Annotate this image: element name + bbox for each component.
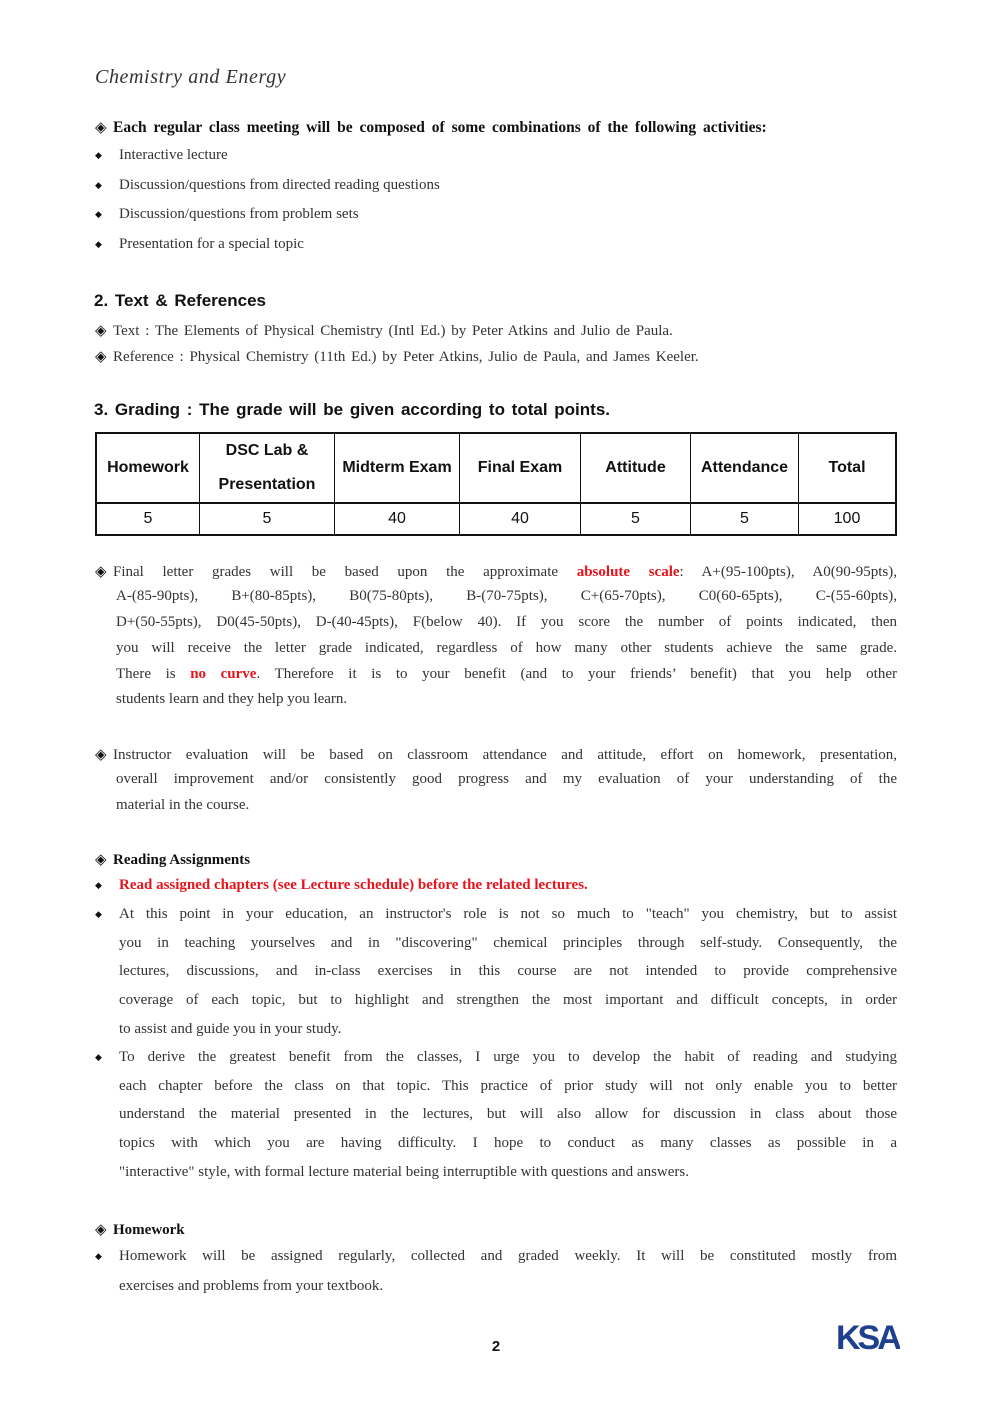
grading-table-header-row <box>96 433 896 503</box>
diamond-bullet-icon: ◈ <box>95 564 107 580</box>
header-dsc-lab-line2: Presentation <box>218 476 316 493</box>
reading-para1-line: to assist and guide you in your study. <box>119 1021 342 1037</box>
text-line-row <box>95 321 673 340</box>
bullet-icon: ◆ <box>95 909 102 919</box>
absolute-scale-highlight: absolute scale <box>576 564 680 580</box>
header-final: Final Exam <box>460 433 581 503</box>
no-curve-highlight: no curve <box>190 666 257 682</box>
reading-red-item: Read assigned chapters (see Lecture schedule) before the related lectures. <box>119 877 588 893</box>
value-final: 40 <box>460 503 581 535</box>
header-dsc-lab-line1: DSC Lab & <box>225 442 309 459</box>
instructor-eval-line: overall improvement and/or consistently good progress and my evaluation of your understanding of the <box>116 771 897 787</box>
diamond-bullet-icon: ◈ <box>95 747 107 763</box>
header-midterm: Midterm Exam <box>335 433 460 503</box>
letter-grades-line: D+(50-55pts), D0(45-50pts), D-(40-45pts), F(below 40). If you score the number of points indicated, then <box>116 614 897 630</box>
reference-line-row <box>95 347 699 366</box>
letter-grades-line: you will receive the letter grade indicated, regardless of how many other students achieve the same grade. <box>116 640 897 656</box>
ksa-logo-svg <box>836 1316 900 1356</box>
bullet-icon: ◆ <box>95 1251 102 1261</box>
homework-line: Homework will be assigned regularly, collected and graded weekly. It will be constituted mostly from <box>119 1248 897 1264</box>
reading-para1-line: At this point in your education, an instructor's role is not so much to "teach" you chemistry, but to assist <box>119 906 897 922</box>
grading-table <box>95 432 897 536</box>
diamond-bullet-icon: ◈ <box>95 120 107 136</box>
reading-para1-line: lectures, discussions, and in-class exercises in this course are not intended to provide comprehensive <box>119 963 897 979</box>
reading-para2-line: topics with which you are having difficulty. I hope to conduct as many classes as possible in a <box>119 1135 897 1151</box>
bullet-icon: ◆ <box>95 150 102 160</box>
header-dsc-lab <box>200 433 335 503</box>
instructor-eval-line: material in the course. <box>116 797 250 813</box>
reading-heading: Reading Assignments <box>113 852 251 868</box>
activities-heading-row <box>95 118 767 137</box>
header-attendance: Attendance <box>691 433 799 503</box>
homework-heading-row <box>95 1220 185 1239</box>
letter-grades-line: There is no curve. Therefore it is to your benefit (and to your friends’ benefit) that you help other <box>116 666 897 682</box>
letter-grades-line: A-(85-90pts), B+(80-85pts), B0(75-80pts), B-(70-75pts), C+(65-70pts), C0(60-65pts), C-(55-60pts), <box>116 588 897 604</box>
reading-para2-line: To derive the greatest benefit from the classes, I urge you to develop the habit of reading and studying <box>119 1049 897 1065</box>
reference-line: Reference : Physical Chemistry (11th Ed.) by Peter Atkins, Julio de Paula, and James Keeler. <box>113 349 699 365</box>
letter-grades-line: students learn and they help you learn. <box>116 691 348 707</box>
value-homework: 5 <box>96 503 200 535</box>
reading-para2-line: each chapter before the class on that topic. This practice of prior study will not only enable you to better <box>119 1078 897 1094</box>
reading-para2-line: "interactive" style, with formal lecture material being interruptible with questions and answers. <box>119 1164 689 1180</box>
reading-para2-line: understand the material presented in the lectures, but will also allow for discussion in class about those <box>119 1106 897 1122</box>
text-line: Text : The Elements of Physical Chemistry (Intl Ed.) by Peter Atkins and Julio de Paula. <box>113 323 673 339</box>
section-heading-grading: 3. Grading : The grade will be given according to total points. <box>94 400 610 419</box>
bullet-icon: ◆ <box>95 209 102 219</box>
diamond-bullet-icon: ◈ <box>95 349 107 365</box>
header-total: Total <box>799 433 897 503</box>
header-attitude: Attitude <box>581 433 691 503</box>
activities-heading: Each regular class meeting will be composed of some combinations of the following activities: <box>113 119 767 136</box>
instructor-eval-line: ◈ Instructor evaluation will be based on classroom attendance and attitude, effort on homework, presentation, <box>95 747 897 763</box>
value-total: 100 <box>799 503 897 535</box>
activity-item: Discussion/questions from problem sets <box>119 206 359 222</box>
diamond-bullet-icon: ◈ <box>95 852 107 868</box>
value-midterm: 40 <box>335 503 460 535</box>
ksa-logo-icon <box>836 1316 900 1356</box>
section-heading-text-references: 2. Text & References <box>94 291 266 310</box>
activity-item: Interactive lecture <box>119 147 228 163</box>
value-dsc-lab: 5 <box>200 503 335 535</box>
letter-grades-line: ◈ Final letter grades will be based upon the approximate absolute scale: A+(95-100pts), A0(90-95pts), <box>95 564 897 580</box>
value-attendance: 5 <box>691 503 799 535</box>
activity-item: Presentation for a special topic <box>119 236 304 252</box>
page-number: 2 <box>491 1338 501 1355</box>
diamond-bullet-icon: ◈ <box>95 323 107 339</box>
bullet-icon: ◆ <box>95 239 102 249</box>
reading-para1-line: coverage of each topic, but to highlight and strengthen the most important and difficult concepts, in order <box>119 992 897 1008</box>
activity-item: Discussion/questions from directed reading questions <box>119 177 440 193</box>
homework-heading: Homework <box>113 1222 185 1238</box>
bullet-icon: ◆ <box>95 880 102 890</box>
value-attitude: 5 <box>581 503 691 535</box>
homework-line: exercises and problems from your textbook. <box>119 1278 384 1294</box>
page-header-title: Chemistry and Energy <box>95 66 287 88</box>
bullet-icon: ◆ <box>95 1052 102 1062</box>
grading-table-values-row <box>96 503 896 535</box>
reading-heading-row <box>95 850 250 869</box>
reading-para1-line: you in teaching yourselves and in "discovering" chemical principles through self-study. Consequently, the <box>119 935 897 951</box>
header-homework: Homework <box>96 433 200 503</box>
ksa-logo-text: KSA <box>836 1319 899 1356</box>
bullet-icon: ◆ <box>95 180 102 190</box>
diamond-bullet-icon: ◈ <box>95 1222 107 1238</box>
